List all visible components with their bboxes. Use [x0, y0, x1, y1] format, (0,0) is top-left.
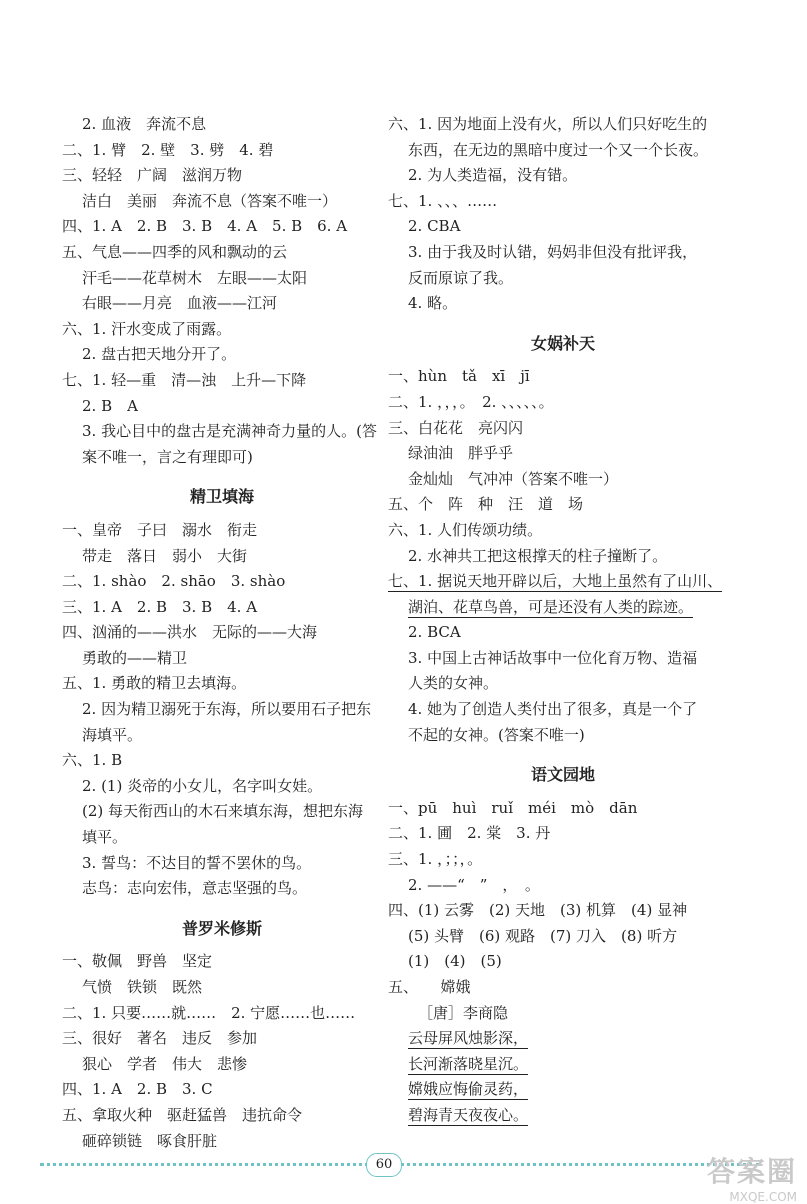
underlined-text: 七、1. 据说天地开辟以后，大地上虽然有了山川、 [388, 572, 723, 591]
section-heading: 精卫填海 [189, 487, 254, 507]
answer-line: 气愤 铁锁 既然 [82, 978, 203, 996]
underlined-text: 嫦娥应悔偷灵药， [408, 1080, 529, 1099]
answer-line: 一、pū huì ruǐ méi mò dān [388, 798, 638, 817]
answer-line: 五、个 阵 种 汪 道 场 [388, 495, 584, 514]
answer-line: 2. 水神共工把这根撑天的柱子撞断了。 [408, 546, 668, 565]
answer-line: 勇敢的——精卫 [82, 648, 188, 667]
page-number: 60 [366, 1153, 402, 1177]
answer-line: 狠心 学者 伟大 悲惨 [82, 1054, 248, 1073]
answer-line: 绿油油 胖乎乎 [408, 444, 514, 463]
section-heading: 普罗米修斯 [181, 918, 262, 938]
answer-line: 四、汹涌的——洪水 无际的——大海 [62, 623, 318, 642]
answer-line: 三、1. A 2. B 3. B 4. A [62, 597, 258, 616]
answer-line [388, 569, 738, 595]
answer-line: 2. 因为精卫溺死于东海，所以要用石子把东 [82, 700, 372, 719]
answer-line: 2. 为人类造福，没有错。 [408, 166, 578, 185]
answer-line: 三、轻轻 广阔 滋润万物 [62, 166, 243, 185]
answer-line: 五、拿取火种 驱赶猛兽 违抗命令 [62, 1105, 303, 1124]
answer-line: 填平。 [82, 828, 128, 847]
answer-line: 五、气息——四季的风和飘动的云 [62, 242, 288, 261]
answer-line [388, 1077, 738, 1103]
answer-line: 二、1. 圃 2. 棠 3. 丹 [388, 824, 551, 843]
answer-line: 东西，在无边的黑暗中度过一个又一个长夜。 [408, 140, 709, 159]
underlined-text: 湖泊、花草鸟兽，可是还没有人类的踪迹。 [408, 597, 694, 616]
left-column [62, 112, 382, 1154]
answer-line: (2) 每天衔西山的木石来填东海，想把东海 [82, 802, 364, 821]
answer-line: 人类的女神。 [408, 674, 499, 693]
answer-line: 带走 落日 弱小 大街 [82, 546, 248, 565]
answer-line: 志鸟：志向宏伟，意志坚强的鸟。 [82, 879, 308, 898]
answer-line: 2. ——“ ” ， 。 [408, 875, 540, 894]
answer-line [388, 1103, 738, 1129]
underlined-text: 长河渐落晓星沉。 [408, 1054, 529, 1073]
answer-line: 4. 略。 [408, 294, 458, 313]
watermark-site-text: MXQE.COM [729, 1190, 797, 1204]
answer-line: 2. 盘古把天地分开了。 [82, 345, 237, 364]
section-heading: 语文园地 [530, 765, 595, 785]
answer-line: 右眼——月亮 血液——江河 [82, 294, 278, 313]
answer-line: 六、1. 人们传颂功绩。 [388, 520, 543, 539]
answer-line: 案不唯一，言之有理即可) [82, 447, 253, 466]
answer-line: 五、1. 勇敢的精卫去填海。 [62, 674, 247, 693]
answer-line: 3. 我心目中的盘古是充满神奇力量的人。(答 [82, 422, 377, 441]
answer-line: 一、hùn tǎ xī jī [388, 367, 530, 386]
underlined-text: 云母屏风烛影深， [408, 1029, 529, 1048]
watermark-logo-text: 答案圈 [706, 1155, 797, 1188]
answer-line: (5) 头臂 (6) 观路 (7) 刀入 (8) 听方 [408, 926, 678, 945]
section-heading: 女娲补天 [530, 333, 595, 353]
answer-line: 四、(1) 云雾 (2) 天地 (3) 机算 (4) 显神 [388, 901, 688, 920]
answer-line: 海填平。 [82, 725, 143, 744]
answer-line: 四、1. A 2. B 3. B 4. A 5. B 6. A [62, 217, 348, 236]
answer-line: 3. 中国上古神话故事中一位化育万物、造福 [408, 648, 698, 667]
answer-line: 不起的女神。(答案不唯一) [408, 725, 585, 744]
answer-line: (1) (4) (5) [408, 952, 502, 971]
answer-line [388, 1052, 738, 1078]
answer-line: 四、1. A 2. B 3. C [62, 1080, 213, 1099]
watermark-logo [707, 1150, 797, 1204]
answer-line: 2. B A [82, 396, 138, 415]
answer-line: 六、1. B [62, 751, 123, 770]
answer-line: 三、1. ，；；，。 [388, 850, 483, 869]
answer-line: 4. 她为了创造人类付出了很多，真是一个了 [408, 700, 698, 719]
answer-line: 二、1. ，，，。 2. 、、、、、。 [388, 392, 554, 411]
answer-line: 2. (1) 炎帝的小女儿，名字叫女娃。 [82, 776, 323, 795]
answer-line: 六、1. 汗水变成了雨露。 [62, 319, 232, 338]
answer-line: 反而原谅了我。 [408, 268, 514, 287]
answer-line: 3. 由于我及时认错，妈妈非但没有批评我， [408, 242, 698, 261]
answer-line: 金灿灿 气冲冲（答案不唯一） [408, 469, 619, 488]
answer-line: 汗毛——花草树木 左眼——太阳 [82, 268, 308, 287]
answer-line: 六、1. 因为地面上没有火，所以人们只好吃生的 [388, 115, 708, 133]
answer-line: 二、1. 只要……就…… 2. 宁愿……也…… [62, 1003, 356, 1022]
answer-line [388, 1026, 738, 1052]
answer-line: 2. 血液 奔流不息 [82, 115, 207, 133]
answer-line: 三、白花花 亮闪闪 [388, 418, 524, 437]
answer-line: 洁白 美丽 奔流不息（答案不唯一） [82, 191, 338, 210]
answer-line: 砸碎锁链 啄食肝脏 [82, 1131, 218, 1150]
answer-line: 2. BCA [408, 623, 461, 642]
right-column [388, 112, 738, 1129]
answer-line [388, 595, 738, 621]
answer-line: 2. CBA [408, 217, 461, 236]
answer-line: 三、很好 著名 违反 参加 [62, 1029, 258, 1048]
answer-line: 七、1. 、、、…… [388, 191, 498, 210]
answer-line: 七、1. 轻—重 清—浊 上升—下降 [62, 370, 307, 389]
answer-line: 二、1. shào 2. shāo 3. shào [62, 572, 286, 591]
answer-line: 五、 嫦娥 [388, 978, 471, 996]
answer-line: 一、皇帝 子曰 溺水 衔走 [62, 520, 258, 539]
answer-line: 二、1. 臂 2. 壁 3. 劈 4. 碧 [62, 140, 274, 159]
answer-line: 一、敬佩 野兽 坚定 [62, 952, 213, 971]
answer-line: 3. 誓鸟：不达目的誓不罢休的鸟。 [82, 853, 312, 872]
answer-line: ［唐］李商隐 [418, 1003, 509, 1022]
underlined-text: 碧海青天夜夜心。 [408, 1105, 529, 1124]
